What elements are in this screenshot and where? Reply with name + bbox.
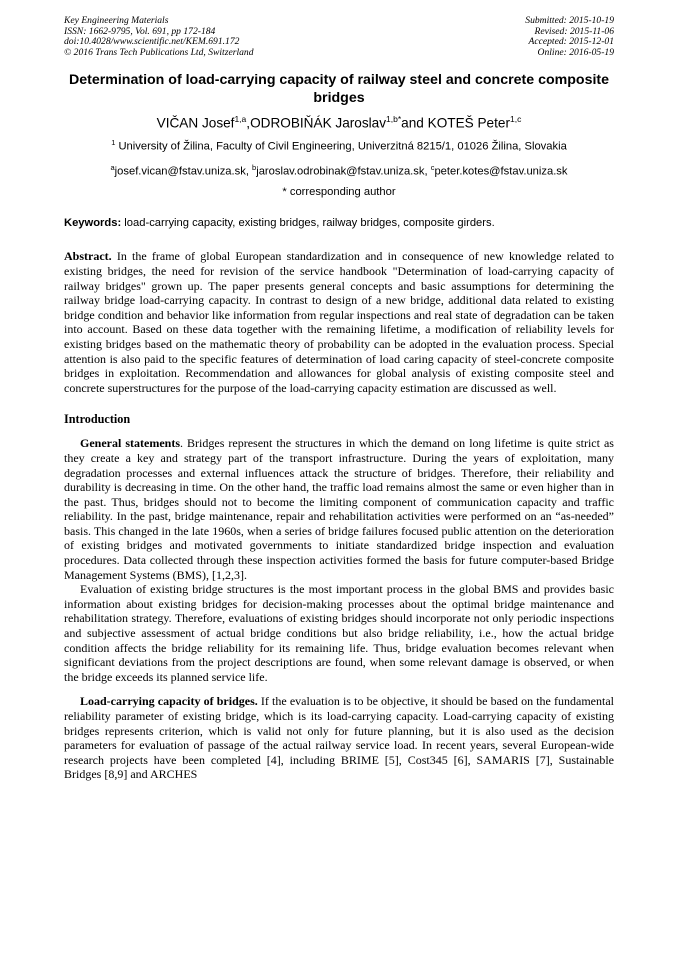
journal-name: Key Engineering Materials: [64, 15, 169, 26]
section-heading-introduction: Introduction: [64, 412, 131, 427]
author-name: VIČAN Josef: [156, 115, 235, 131]
author-affil-mark: 1,a: [234, 114, 247, 125]
email-link[interactable]: peter.kotes@fstav.uniza.sk: [434, 165, 568, 178]
abstract-label: Abstract.: [64, 249, 112, 264]
keywords: [64, 216, 614, 230]
paragraph: [64, 436, 614, 582]
keywords-label: Keywords:: [64, 217, 122, 230]
affiliation-mark: 1: [111, 137, 116, 147]
paragraph-lead: General statements: [80, 436, 180, 451]
submitted-date: Submitted: 2015-10-19: [525, 15, 614, 26]
email-mark: a: [110, 162, 115, 172]
issn-line: ISSN: 1662-9795, Vol. 691, pp 172-184: [64, 25, 216, 37]
paragraph-text: If the evaluation is to be objective, it should be based on the fundamental reliability parameter of existing bridge, which is its load-carrying capacity. Load-carrying capacity of existing bridges represents criterion, which is valid not only for future planning, but it is also used as the decision parameters for evaluation of passage of the actual railway service load. In recent years, several European-wide research projects have been completed [4], including BRIME [5], Cost345 [6], SAMARIS [7], Sustainable Bridges [8,9] and ARCHES: [64, 694, 614, 782]
paragraph-lead: Load-carrying capacity of bridges.: [80, 694, 258, 709]
corresponding-author-note: * corresponding author: [282, 186, 396, 199]
author-separator: and: [401, 115, 428, 131]
email-mark: c: [430, 162, 435, 172]
paragraph: [64, 582, 614, 684]
author-name: ODROBIŇÁK Jaroslav: [250, 115, 387, 131]
paragraph-text: Evaluation of existing bridge structures is the most important process in the global BMS and provides basic information about existing bridges for decision-making processes about the optimal bridge maintenance and rehabilitation strategy. Therefore, evaluations of existing bridges should incorporate not only periodic inspections and subjective assessment of actual bridge conditions but also bridge reliability, i.e., how the actual bridge condition affects the bridge reliability for its remaining life. Thus, bridge evaluation becomes relevant when significant deviations from the project descriptions are found, when some relevant damage is observed, or when the bridge exceeds its planned service life.: [64, 582, 614, 684]
author-affil-mark: 1,b*: [386, 114, 402, 125]
copyright-line: © 2016 Trans Tech Publications Ltd, Switzerland: [64, 46, 254, 58]
paper-title: Determination of load-carrying capacity of railway steel and concrete composite bridges: [68, 72, 610, 106]
paragraph: [64, 694, 614, 782]
email-link[interactable]: jaroslav.odrobinak@fstav.uniza.sk,: [256, 165, 431, 178]
abstract: [64, 249, 614, 395]
email-mark: b: [252, 162, 257, 172]
keywords-text: load-carrying capacity, existing bridges, railway bridges, composite girders.: [121, 217, 495, 230]
paragraph-text: . Bridges represent the structures in which the demand on long lifetime is quite strict as they create a key and strategy part of the transport infrastructure. During the years of exploitation, many degradation processes and external influences attack the structure of bridges. Therefore, their reliability and durability is decreasing in time. On the other hand, the traffic load remains almost the same or even higher than in the past. Thus, bridges should not to become the limiting component of communication capacity and traffic reliability. In the past, bridge maintenance, repair and rehabilitation activities were performed on an “as-needed” basis. This changed in the late 1960s, when a series of bridge failures focused public attention on the deterioration of existing bridges and motivated governments to initiate standardized bridge inspection and evaluation procedures. Data collected through these inspection activities formed the basis for future computer-based Bridge Management Systems (BMS), [1,2,3].: [64, 436, 614, 582]
header-publication-info: [64, 16, 254, 58]
header-dates: [525, 16, 614, 58]
online-date: Online: 2016-05-19: [537, 46, 614, 58]
author-affil-mark: 1,c: [510, 114, 522, 125]
revised-date: Revised: 2015-11-06: [534, 25, 614, 37]
affiliation: [64, 136, 614, 154]
doi-line[interactable]: doi:10.4028/www.scientific.net/KEM.691.172: [64, 36, 240, 48]
running-header: [64, 16, 614, 58]
affiliation-text: University of Žilina, Faculty of Civil Engineering, Univerzitná 8215/1, 01026 Žilina, Slovakia: [115, 140, 567, 153]
author-list: [64, 111, 614, 132]
author-name: KOTEŠ Peter: [427, 115, 510, 131]
author-emails: [64, 161, 614, 179]
author-separator: ,: [246, 115, 251, 131]
abstract-text: In the frame of global European standardization and in consequence of new knowledge related to existing bridges, the need for revision of the service handbook "Determination of load-carrying capacity of railway bridges" grown up. The paper presents general concepts and basic assumptions for determining the railway bridge load-carrying capacity. In contrast to design of a new bridge, additional data related to existing bridge condition and behavior like information from regular inspections and real state of degradation can be taken into account. Based on these data together with the remaining lifetime, a modification of reliability levels for existing bridges based on the mathematic theory of probability can be adopted in the evaluation process. Special attention is also paid to the specific features of determination of load caring capacity of steel-concrete composite bridges in exploitation. Recommendation and allowances for global analysis of existing composite steel and concrete superstructures for the purpose of the load-carrying capacity estimation are discussed as well.: [64, 249, 614, 395]
accepted-date: Accepted: 2015-12-01: [528, 36, 614, 48]
email-link[interactable]: josef.vican@fstav.uniza.sk,: [114, 165, 253, 178]
